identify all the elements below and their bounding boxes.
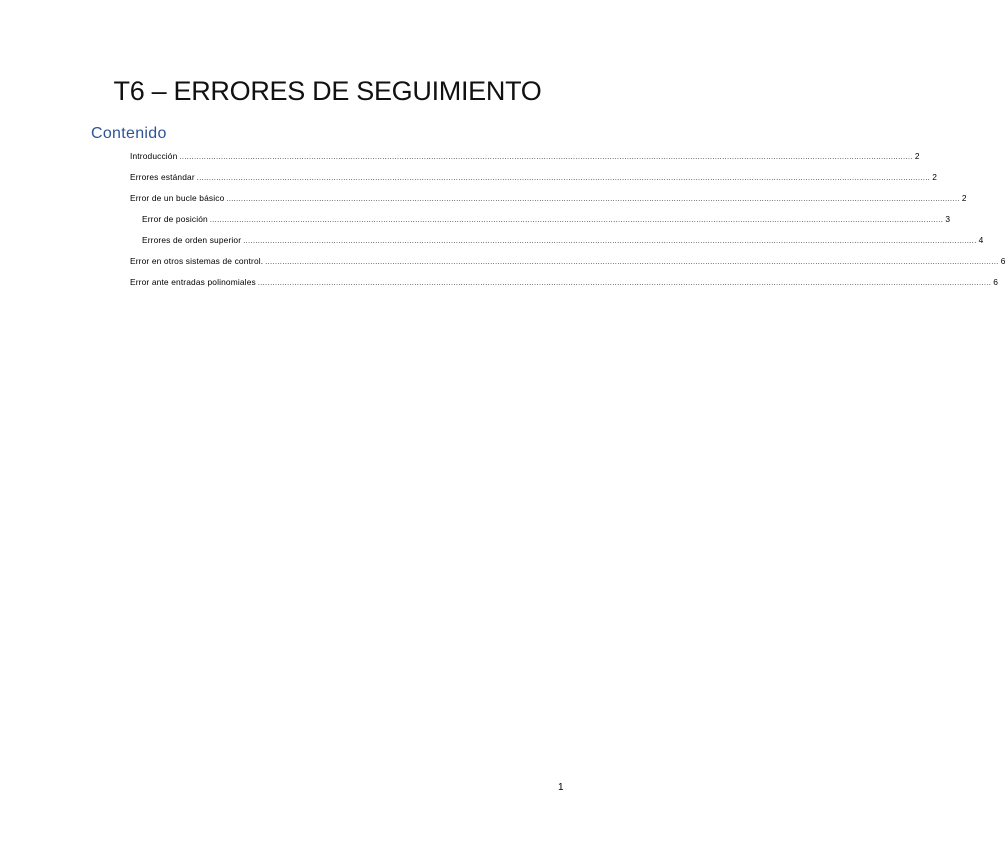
toc-entry-page: 3: [945, 214, 951, 224]
toc-entry-introduccion[interactable]: [130, 150, 920, 171]
toc-dot-leader: ............................................................................................................................................................................................................................................................................................................: [243, 238, 977, 245]
toc-entry-text: Error en otros sistemas de control.: [130, 256, 264, 266]
toc-entry-page: 2: [914, 151, 920, 161]
toc-entry-page: 4: [978, 235, 984, 245]
table-of-contents: [130, 150, 1006, 297]
toc-entry-text: Error de un bucle básico: [130, 193, 225, 203]
document-title: T6 – ERRORES DE SEGUIMIENTO: [113, 76, 542, 106]
toc-dot-leader: ............................................................................................................................................................................................................................................................................................................: [265, 259, 999, 266]
toc-entry-error-entradas-polinomiales[interactable]: [130, 276, 999, 297]
toc-entry-text: Errores estándar: [130, 172, 195, 182]
toc-entry-page: 6: [993, 277, 999, 287]
toc-dot-leader: ............................................................................................................................................................................................................................................................................................................: [179, 154, 913, 161]
toc-heading: Contenido: [91, 125, 167, 142]
toc-dot-leader: ............................................................................................................................................................................................................................................................................................................: [257, 280, 992, 287]
toc-dot-leader: ............................................................................................................................................................................................................................................................................................................: [209, 217, 944, 224]
toc-entry-error-bucle-basico[interactable]: [130, 192, 967, 213]
toc-entry-text: Introducción: [130, 151, 178, 161]
toc-entry-error-otros-sistemas[interactable]: [130, 255, 1006, 276]
toc-entry-page: 2: [961, 193, 967, 203]
toc-entry-text: Errores de orden superior: [142, 235, 242, 245]
toc-entry-text: Error ante entradas polinomiales: [130, 277, 256, 287]
toc-entry-errores-orden-superior[interactable]: [130, 234, 984, 255]
toc-dot-leader: ............................................................................................................................................................................................................................................................................................................: [226, 196, 960, 203]
toc-entry-errores-estandar[interactable]: [130, 171, 938, 192]
page-number: 1: [558, 782, 564, 793]
toc-entry-page: 6: [1000, 256, 1006, 266]
toc-dot-leader: ............................................................................................................................................................................................................................................................................................................: [196, 175, 931, 182]
toc-entry-error-posicion[interactable]: [130, 213, 951, 234]
toc-entry-text: Error de posición: [142, 214, 208, 224]
toc-entry-page: 2: [932, 172, 938, 182]
